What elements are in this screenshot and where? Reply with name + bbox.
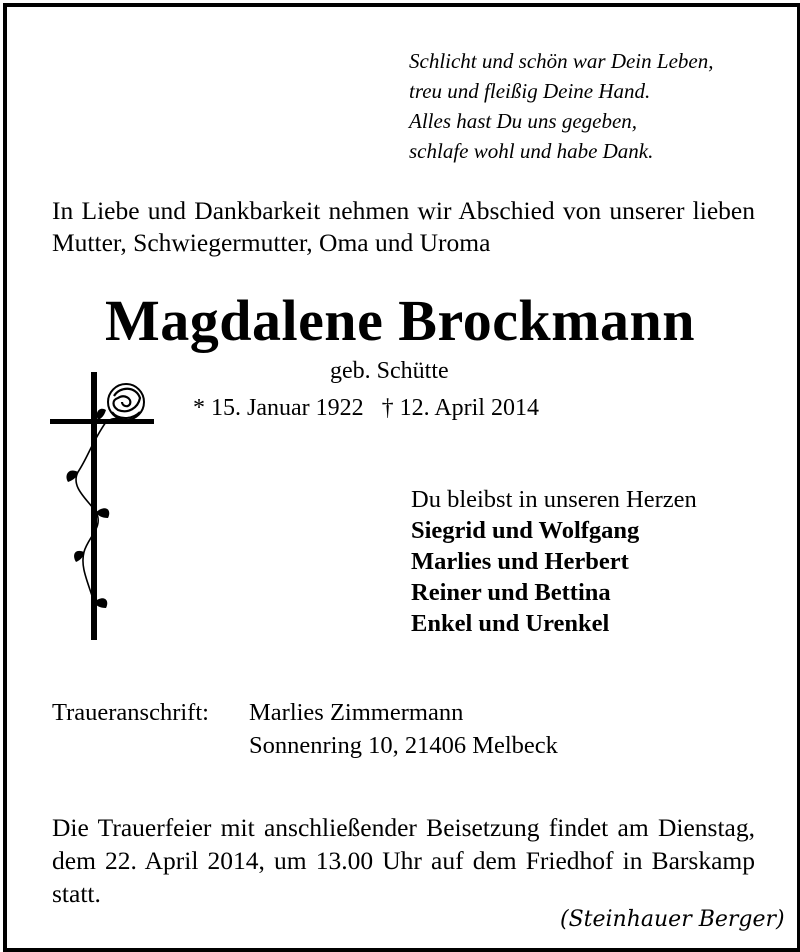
cross-with-rose-icon (48, 372, 158, 640)
mourner-name: Enkel und Urenkel (411, 610, 610, 637)
poem-line: treu und fleißig Deine Hand. (409, 79, 651, 103)
mourner-name: Siegrid und Wolfgang (411, 517, 640, 544)
address-street-city: Sonnenring 10, 21406 Melbeck (249, 732, 558, 759)
birth-name: geb. Schütte (330, 358, 449, 384)
poem (409, 46, 713, 166)
signature: (Steinhauer Berger) (560, 907, 785, 932)
service-text: Die Trauerfeier mit anschließender Beisetzung findet am Dienstag, dem 22. April 2014, um 13.00 Uhr auf dem Friedhof in Barskamp statt. (52, 813, 755, 908)
mourners-block (411, 484, 697, 639)
mourning-address (52, 696, 558, 762)
address-label: Traueranschrift: (52, 699, 209, 726)
poem-line: schlafe wohl und habe Dank. (409, 139, 654, 163)
birth-date: * 15. Januar 1922 (193, 395, 364, 421)
poem-line: Schlicht und schön war Dein Leben, (409, 49, 714, 73)
intro-text: In Liebe und Dankbarkeit nehmen wir Abschied von unserer lieben Mutter, Schwiegermutter, Oma und Uroma (52, 196, 755, 257)
death-date: † 12. April 2014 (381, 395, 539, 421)
mourner-name: Reiner und Bettina (411, 579, 611, 606)
poem-line: Alles hast Du uns gegeben, (409, 109, 638, 133)
life-dates (193, 395, 539, 422)
mourner-name: Marlies und Herbert (411, 548, 629, 575)
deceased-name: Magdalene Brockmann (104, 288, 696, 353)
mourners-heading: Du bleibst in unseren Herzen (411, 486, 697, 513)
address-name: Marlies Zimmermann (249, 699, 464, 726)
